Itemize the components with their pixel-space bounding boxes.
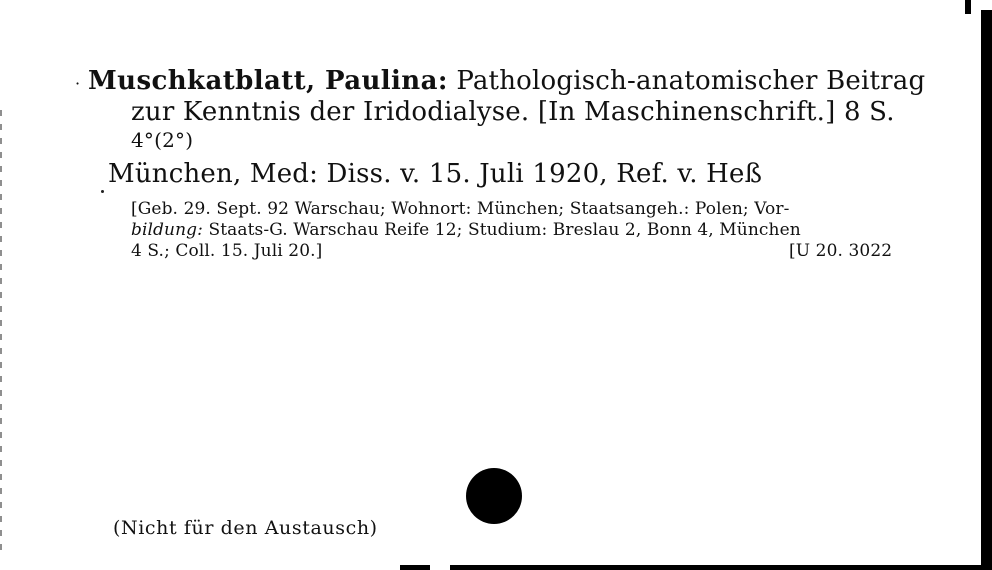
title-line-2: zur Kenntnis der Iridodialyse. [In Maschinenschrift.] 8 S.	[131, 97, 895, 127]
card-edge-right-top	[965, 0, 971, 14]
card-edge-right	[981, 10, 992, 570]
exchange-note: (Nicht für den Austausch)	[113, 517, 378, 539]
biography-line-2	[131, 220, 801, 241]
biography-line-1: [Geb. 29. Sept. 92 Warschau; Wohnort: München; Staatsangeh.: Polen; Vor-	[131, 199, 790, 219]
biography-line-2-italic: bildung:	[131, 220, 203, 240]
biography-line-3: 4 S.; Coll. 15. Juli 20.]	[131, 241, 323, 261]
card-edge-bottom	[400, 565, 992, 570]
card-edge-left	[0, 110, 2, 550]
entry-heading-line	[88, 66, 925, 96]
biography-line-2-rest: Staats-G. Warschau Reife 12; Studium: Breslau 2, Bonn 4, München	[202, 220, 801, 240]
title-line-1: Pathologisch-anatomischer Beitrag	[456, 66, 926, 96]
margin-dash-mark: ·	[75, 74, 81, 93]
punch-hole	[466, 468, 522, 524]
format-line: 4°(2°)	[131, 128, 194, 152]
catalog-number: [U 20. 3022	[789, 241, 893, 261]
dissertation-line: München, Med: Diss. v. 15. Juli 1920, Ref. v. Heß	[108, 159, 763, 189]
author-name: Muschkatblatt, Paulina:	[88, 66, 448, 96]
card-edge-bottom-gap	[430, 565, 450, 570]
margin-dot-mark	[101, 190, 104, 193]
